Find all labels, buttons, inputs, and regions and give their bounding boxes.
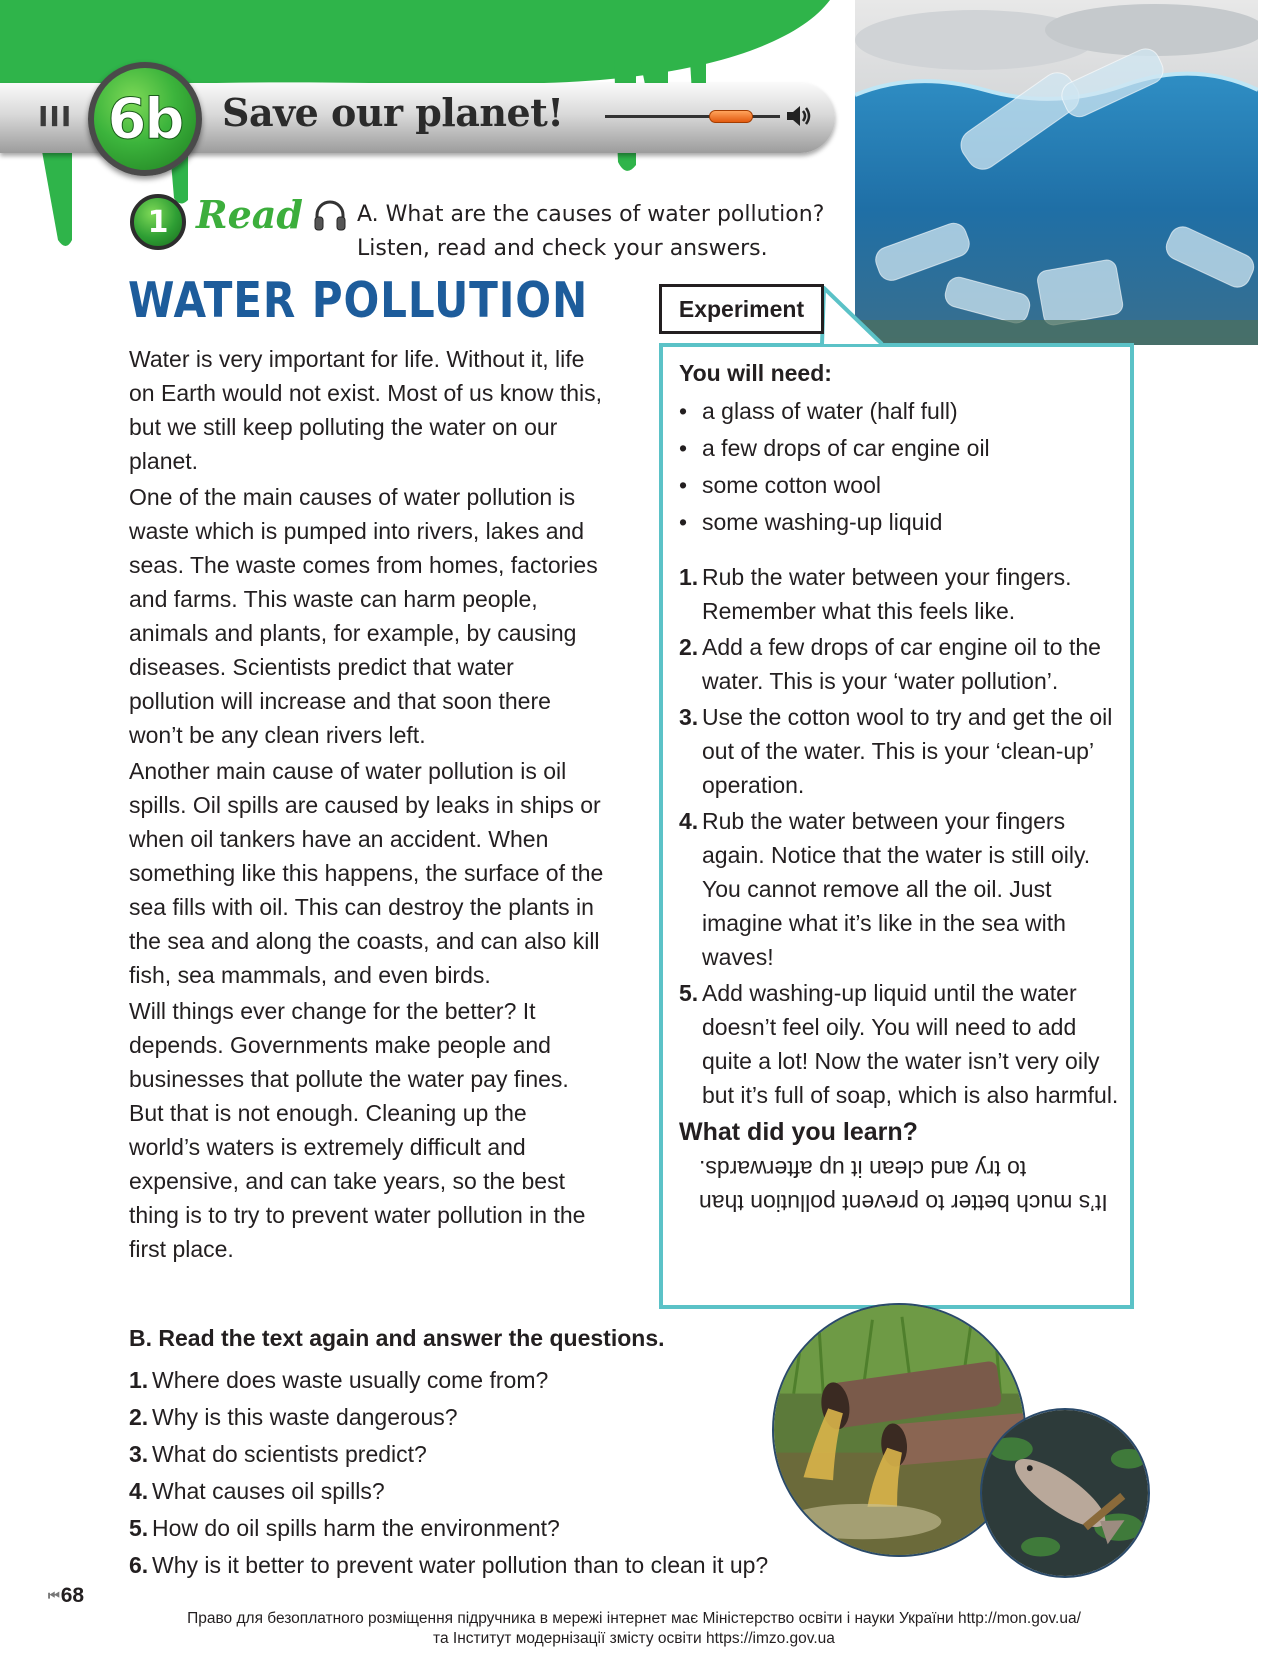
read-label: Read [196,192,303,237]
article-title: WATER POLLUTION [128,272,589,329]
question-item [129,1547,829,1584]
question-text: What do scientists predict? [152,1441,427,1467]
step-text: Add a few drops of car engine oil to the water. This is your ‘water pollution’. [702,634,1101,694]
instruction-line-1: A. What are the causes of water pollution? [357,202,825,227]
question-number: 4. [129,1478,149,1504]
plastic-bottles-water-photo [855,0,1258,345]
question-text: Why is this waste dangerous? [152,1404,458,1430]
headphones-icon[interactable] [312,198,348,234]
lesson-title: Save our planet! [222,90,564,135]
article-paragraph: Water is very important for life. Without it, life on Earth would not exist. Most of us know this, but we still keep polluting the water on our planet. [129,346,603,474]
material-item: • some cotton wool [679,467,1129,504]
question-text: What causes oil spills? [152,1478,385,1504]
experiment-tab-label: Experiment [659,284,824,334]
step-item [679,560,1129,628]
experiment-steps [679,560,1129,1112]
question-number: 6. [129,1552,149,1578]
dead-fish-polluted-water-photo [980,1408,1150,1578]
article-paragraph: Another main cause of water pollution is oil spills. Oil spills are caused by leaks in ships or when oil tankers have an accident. When something like this happens, the surface of the sea fills with oil. This can destroy the plants in the sea and along the coasts, and can also kill fish, sea mammals, and even birds. [129,758,604,988]
page-number [48,1584,84,1608]
learn-answer-upside-down: It’s much better to prevent pollution than to try and clean it up afterwards. [699,1156,1108,1216]
step-item [679,976,1129,1112]
step-number: 1. [679,564,699,590]
article-body [129,342,604,1268]
question-item [129,1362,829,1399]
step-number: 2. [679,634,699,660]
instruction-line-2: Listen, read and check your answers. [357,236,768,261]
question-number: 2. [129,1404,149,1430]
step-item [679,700,1129,802]
audio-track [605,115,780,118]
questions-list [129,1362,829,1584]
question-text: How do oil spills harm the environment? [152,1515,560,1541]
article-paragraph: One of the main causes of water pollution is waste which is pumped into rivers, lakes and seas. The waste comes from homes, factories and farms. This waste can harm people, animals and plants, for example, by causing diseases. Scientists predict that water pollution will increase and that soon there won’t be any clean rivers left. [129,484,598,748]
step-text: Add washing-up liquid until the water doesn’t feel oily. You will need to add quite a lot! Now the water isn’t very oily but it’s full of soap, which is also harmful. [702,980,1119,1108]
material-item: • a few drops of car engine oil [679,430,1129,467]
exercise-number-badge [130,194,186,250]
material-item: • a glass of water (half full) [679,393,1129,430]
experiment-callout-pointer [820,286,900,346]
learn-heading: What did you learn? [679,1118,918,1146]
step-number: 3. [679,704,699,730]
step-text: Use the cotton wool to try and get the oil out of the water. This is your ‘clean-up’ operation. [702,704,1113,798]
question-item [129,1399,829,1436]
exercise-number: 1 [147,204,169,240]
speaker-icon[interactable] [785,103,813,129]
step-item [679,804,1129,974]
step-number: 5. [679,980,699,1006]
question-item [129,1510,829,1547]
footer-line-2: та Інститут модернізації змісту освіти https://imzo.gov.ua [433,1630,835,1647]
materials-list [679,393,1129,541]
material-item: • some washing-up liquid [679,504,1129,541]
question-number: 1. [129,1367,149,1393]
copyright-footer [0,1609,1268,1649]
article-paragraph: Will things ever change for the better? It depends. Governments make people and businesses that pollute the water pay fines. But that is not enough. Cleaning up the world’s waters is extremely difficult and expensive, and can take years, so the best thing is to try to prevent water pollution in the first place. [129,998,586,1262]
step-text: Rub the water between your fingers again. Notice that the water is still oily. You cannot remove all the oil. Just imagine what it’s like in the sea with waves! [702,808,1091,970]
materials-heading: You will need: [679,360,832,386]
step-text: Rub the water between your fingers. Remember what this feels like. [702,564,1072,624]
step-item [679,630,1129,698]
question-number: 3. [129,1441,149,1467]
question-text: Where does waste usually come from? [152,1367,549,1393]
lesson-number: 6b [107,86,183,152]
question-number: 5. [129,1515,149,1541]
menu-bars-icon[interactable]: III [38,100,73,133]
exercise-a-instruction [357,198,824,266]
audio-progress-slider[interactable] [605,110,785,124]
audio-slider-handle[interactable] [709,110,753,123]
question-text: Why is it better to prevent water pollution than to clean it up? [152,1552,769,1578]
lesson-number-badge [88,62,202,176]
exercise-b-heading: B. Read the text again and answer the questions. [129,1325,665,1351]
question-item [129,1436,829,1473]
step-number: 4. [679,808,699,834]
footer-line-1: Право для безоплатного розміщення підручника в мережі інтернет має Міністерство освіти і науки України http://mon.gov.ua/ [187,1610,1081,1627]
previous-page-icon[interactable]: ⏮ [48,1588,57,1603]
page-number-value: 68 [60,1584,85,1607]
experiment-content [679,355,1129,1220]
question-item [129,1473,829,1510]
